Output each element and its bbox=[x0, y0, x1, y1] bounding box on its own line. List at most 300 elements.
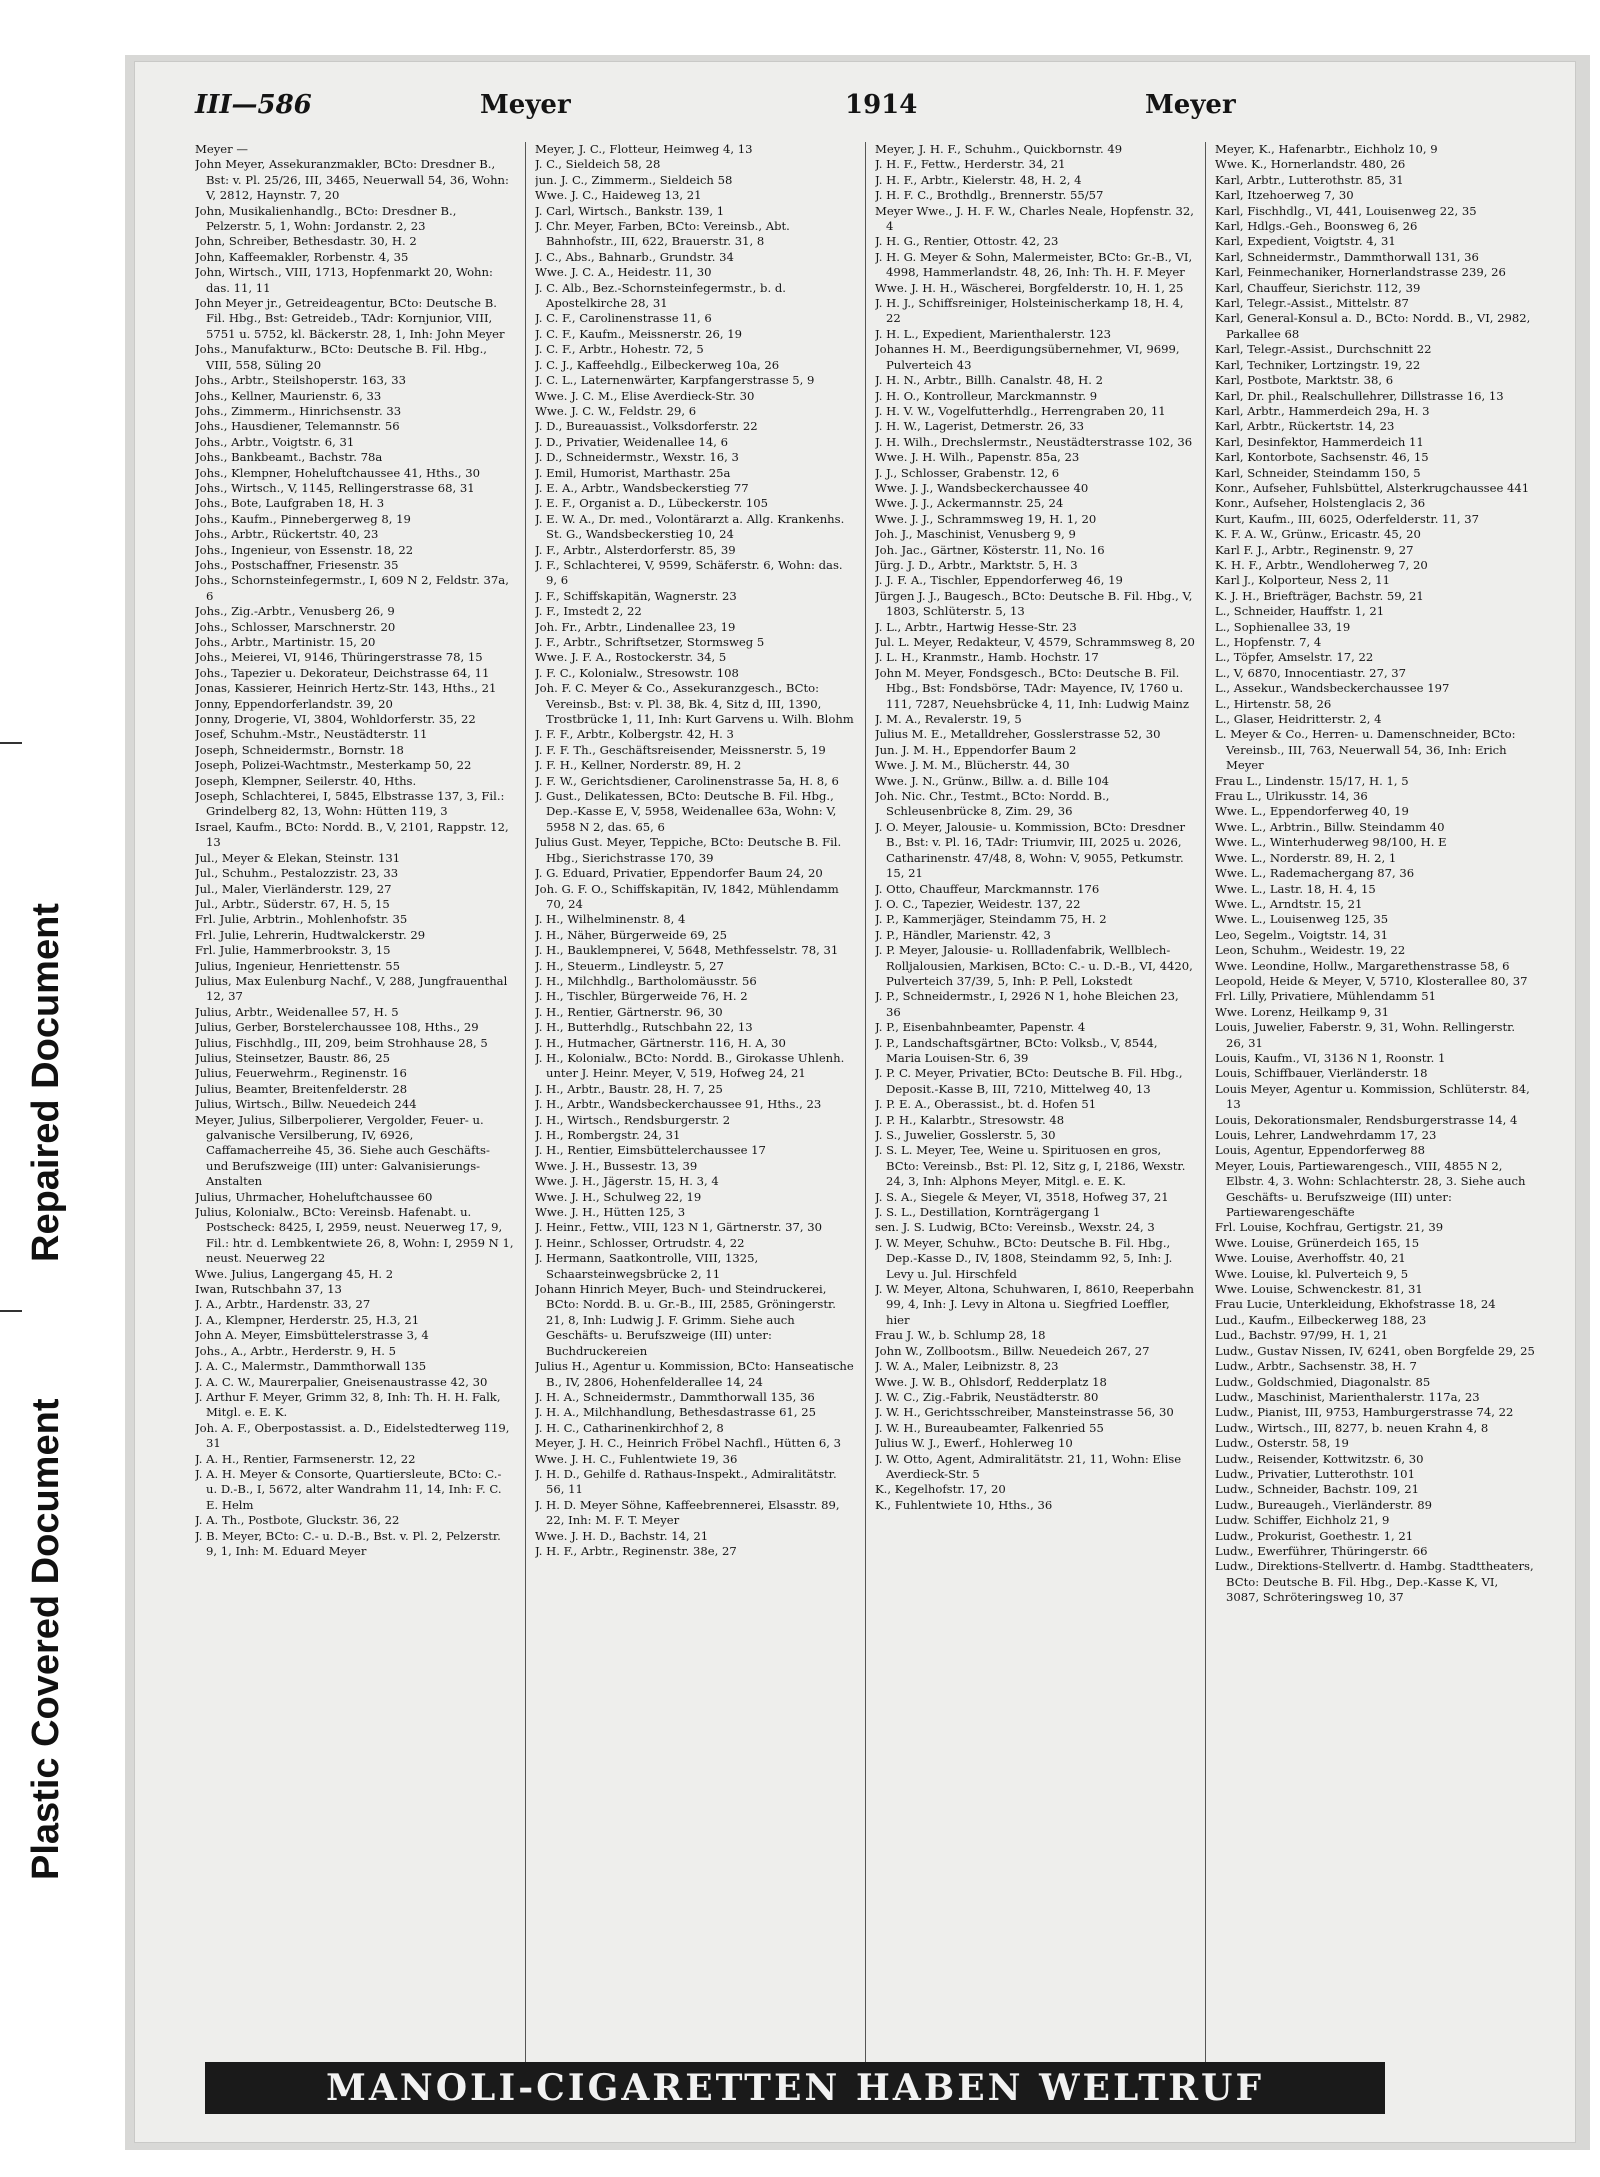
directory-entry: J. G. Eduard, Privatier, Eppendorfer Baum 24, 20 bbox=[535, 866, 823, 881]
directory-entry: J. W. H., Gerichtsschreiber, Mansteinstrasse 56, 30 bbox=[875, 1405, 1174, 1420]
directory-entry: L., Sophienallee 33, 19 bbox=[1215, 619, 1351, 634]
directory-entry: J. Heinr., Fettw., VIII, 123 N 1, Gärtnerstr. 37, 30 bbox=[535, 1220, 823, 1235]
directory-entry: Wwe. J. H. D., Bachstr. 14, 21 bbox=[535, 1528, 709, 1543]
directory-entry: J. E. A., Arbtr., Wandsbeckerstieg 77 bbox=[535, 480, 749, 495]
directory-entry: Wwe. J. M. M., Blücherstr. 44, 30 bbox=[875, 758, 1070, 773]
directory-entry: L., Assekur., Wandsbeckerchaussee 197 bbox=[1215, 681, 1450, 696]
directory-entry: Jonny, Drogerie, VI, 3804, Wohldorferstr. 35, 22 bbox=[195, 712, 476, 727]
directory-entry: Ludw., Schneider, Bachstr. 109, 21 bbox=[1215, 1482, 1419, 1497]
directory-entry: Joseph, Polizei-Wachtmstr., Mesterkamp 50, 22 bbox=[195, 758, 472, 773]
directory-entry: Julius, Wirtsch., Billw. Neuedeich 244 bbox=[195, 1097, 417, 1112]
directory-entry: Kurt, Kaufm., III, 6025, Oderfelderstr. 11, 37 bbox=[1215, 511, 1479, 526]
directory-entry: Julius, Uhrmacher, Hoheluftchaussee 60 bbox=[195, 1189, 433, 1204]
directory-entry: Karl, Fischhdlg., VI, 441, Louisenweg 22, 35 bbox=[1215, 203, 1477, 218]
directory-entry: Julius, Arbtr., Weidenallee 57, H. 5 bbox=[195, 1004, 399, 1019]
directory-entry: J. F., Imstedt 2, 22 bbox=[535, 604, 642, 619]
directory-entry: Wwe. Leondine, Hollw., Margarethenstrasse 58, 6 bbox=[1215, 958, 1510, 973]
directory-entry: Frl. Louise, Kochfrau, Gertigstr. 21, 39 bbox=[1215, 1220, 1444, 1235]
directory-entry: Karl J., Kolporteur, Ness 2, 11 bbox=[1215, 573, 1391, 588]
directory-entry: J. P., Landschaftsgärtner, BCto: Volksb., V, 8544, Maria Louisen-Str. 6, 39 bbox=[875, 1035, 1158, 1065]
directory-entry: J. L., Arbtr., Hartwig Hesse-Str. 23 bbox=[875, 619, 1077, 634]
directory-entry: J. H. V. W., Vogelfutterhdlg., Herrengraben 20, 11 bbox=[875, 403, 1166, 418]
directory-entry: Karl F. J., Arbtr., Reginenstr. 9, 27 bbox=[1215, 542, 1414, 557]
directory-entry: J. F. F., Arbtr., Kolbergstr. 42, H. 3 bbox=[535, 727, 734, 742]
directory-entry: John, Musikalienhandlg., BCto: Dresdner B., Pelzerstr. 5, 1, Wohn: Jordanstr. 2, 23 bbox=[195, 203, 457, 234]
directory-entry: K. J. H., Briefträger, Bachstr. 59, 21 bbox=[1215, 588, 1424, 603]
directory-entry: J. H., Arbtr., Wandsbeckerchaussee 91, Hths., 23 bbox=[535, 1097, 822, 1112]
directory-entry: Louis, Lehrer, Landwehrdamm 17, 23 bbox=[1215, 1128, 1437, 1142]
repaired-document-label: Repaired Document bbox=[25, 903, 67, 1262]
directory-entry: Louis, Schiffbauer, Vierländerstr. 18 bbox=[1215, 1066, 1428, 1081]
directory-entry: Wwe. L., Louisenweg 125, 35 bbox=[1215, 912, 1389, 927]
directory-entry: J. A. Th., Postbote, Gluckstr. 36, 22 bbox=[195, 1513, 400, 1528]
directory-entry: J. H. F. C., Brothdlg., Brennerstr. 55/57 bbox=[875, 188, 1104, 203]
directory-entry: Joh. F. C. Meyer & Co., Assekuranzgesch., BCto: Vereinsb., Bst: v. Pl. 38, Bk. 4, Sitz d, III, 1390, Trostbrücke 1, 11, Inh: Kurt Garvens u. Wilh. Blohm bbox=[535, 681, 854, 727]
directory-entry: Ludw., Direktions-Stellvertr. d. Hambg. Stadttheaters, BCto: Deutsche B. Fil. Hbg., Dep.-Kasse K, VI, 3087, Schröteringsweg 10, 37 bbox=[1215, 1559, 1534, 1605]
directory-entry: Johs., Manufakturw., BCto: Deutsche B. Fil. Hbg., VIII, 558, Süling 20 bbox=[195, 342, 487, 372]
directory-entry: Julius, Kolonialw., BCto: Vereinsb. Hafenabt. u. Postscheck: 8425, I, 2959, neust. Neuerweg 17, 9, Fil.: htr. d. Lembkentwiete 26, 8, Wohn: I, 2959 N 1, neust. Neuerweg 22 bbox=[195, 1205, 514, 1266]
directory-entry: sen. J. S. Ludwig, BCto: Vereinsb., Wexstr. 24, 3 bbox=[875, 1220, 1155, 1235]
directory-entry: J. H., Rentier, Eimsbüttelerchaussee 17 bbox=[535, 1143, 766, 1158]
directory-entry: J. H. O., Kontrolleur, Marckmannstr. 9 bbox=[875, 388, 1098, 403]
directory-entry: Ludw., Pianist, III, 9753, Hamburgerstrasse 74, 22 bbox=[1215, 1405, 1514, 1420]
directory-entry: Johannes H. M., Beerdigungsübernehmer, VI, 9699, Pulverteich 43 bbox=[875, 342, 1180, 372]
directory-entry: J. H., Kolonialw., BCto: Nordd. B., Girokasse Uhlenh. unter J. Heinr. Meyer, V, 519, Hofweg 24, 21 bbox=[535, 1050, 845, 1081]
directory-entry: Meyer — bbox=[195, 142, 248, 156]
directory-entry: J. H. N., Arbtr., Billh. Canalstr. 48, H. 2 bbox=[875, 373, 1103, 388]
header-year: 1914 bbox=[845, 90, 918, 120]
directory-entry: Johs., Bote, Laufgraben 18, H. 3 bbox=[195, 496, 385, 511]
directory-entry: Karl, Dr. phil., Realschullehrer, Dillstrasse 16, 13 bbox=[1215, 388, 1504, 403]
directory-entry: Ludw., Reisender, Kottwitzstr. 6, 30 bbox=[1215, 1451, 1424, 1466]
directory-entry: Ludw., Osterstr. 58, 19 bbox=[1215, 1436, 1349, 1451]
directory-entry: J. H., Rombergstr. 24, 31 bbox=[535, 1128, 681, 1142]
directory-entry: Wwe. J. N., Grünw., Billw. a. d. Bille 104 bbox=[875, 773, 1109, 788]
directory-entry: J. H. F., Arbtr., Reginenstr. 38e, 27 bbox=[535, 1543, 737, 1558]
directory-entry: J. F. C., Kolonialw., Stresowstr. 108 bbox=[535, 665, 739, 680]
directory-entry: Karl, Arbtr., Hammerdeich 29a, H. 3 bbox=[1215, 403, 1430, 418]
directory-entry: Wwe. Lorenz, Heilkamp 9, 31 bbox=[1215, 1004, 1390, 1019]
directory-entry: Jul. L. Meyer, Redakteur, V, 4579, Schrammsweg 8, 20 bbox=[875, 635, 1195, 649]
directory-entry: Wwe. J. J., Schrammsweg 19, H. 1, 20 bbox=[875, 511, 1097, 526]
directory-entry: Frl. Lilly, Privatiere, Mühlendamm 51 bbox=[1215, 989, 1436, 1004]
header-name-right: Meyer bbox=[1145, 90, 1236, 120]
cut-mark-top bbox=[0, 742, 22, 744]
directory-entry: K., Kegelhofstr. 17, 20 bbox=[875, 1482, 1006, 1497]
directory-entry: Wwe. L., Arbtrin., Billw. Steindamm 40 bbox=[1215, 819, 1445, 834]
directory-entry: Louis, Agentur, Eppendorferweg 88 bbox=[1215, 1143, 1425, 1158]
directory-entry: J. O. C., Tapezier, Weidestr. 137, 22 bbox=[875, 896, 1081, 911]
directory-entry: Karl, Telegr.-Assist., Mittelstr. 87 bbox=[1215, 296, 1409, 311]
directory-entry: J. F., Arbtr., Alsterdorferstr. 85, 39 bbox=[535, 542, 736, 557]
directory-entry: Ludw., Gustav Nissen, IV, 6241, oben Borgfelde 29, 25 bbox=[1215, 1343, 1535, 1358]
page-header bbox=[195, 90, 1535, 130]
directory-entry: Wwe. L., Arndtstr. 15, 21 bbox=[1215, 896, 1363, 911]
directory-entry: Karl, Arbtr., Lutterothstr. 85, 31 bbox=[1215, 172, 1404, 187]
directory-entry: Frl. Julie, Lehrerin, Hudtwalckerstr. 29 bbox=[195, 927, 426, 942]
directory-entry: Karl, Feinmechaniker, Hornerlandstrasse 239, 26 bbox=[1215, 265, 1506, 280]
directory-entry: Wwe. J. C. A., Heidestr. 11, 30 bbox=[535, 265, 712, 280]
directory-entry: Konr., Aufseher, Fuhlsbüttel, Alsterkrugchaussee 441 bbox=[1215, 480, 1530, 495]
directory-entry: Frl. Julie, Hammerbrookstr. 3, 15 bbox=[195, 943, 391, 958]
directory-entry: J. P., Kammerjäger, Steindamm 75, H. 2 bbox=[875, 912, 1107, 927]
directory-entry: J. S. L., Destillation, Kornträgergang 1 bbox=[875, 1205, 1101, 1220]
directory-entry: J. C. L., Laternenwärter, Karpfangerstrasse 5, 9 bbox=[535, 373, 815, 388]
directory-entry: J. C. J., Kaffeehdlg., Eilbeckerweg 10a, 26 bbox=[535, 357, 780, 372]
directory-entry: Karl, Itzehoerweg 7, 30 bbox=[1215, 188, 1354, 203]
directory-entry: K., Fuhlentwiete 10, Hths., 36 bbox=[875, 1497, 1053, 1512]
directory-entry: J. H., Steuerm., Lindleystr. 5, 27 bbox=[535, 958, 724, 973]
directory-entry: J. H. G., Rentier, Ottostr. 42, 23 bbox=[875, 234, 1059, 249]
directory-entry: J. C., Abs., Bahnarb., Grundstr. 34 bbox=[535, 249, 734, 264]
directory-entry: Ludw., Wirtsch., III, 8277, b. neuen Krahn 4, 8 bbox=[1215, 1420, 1489, 1435]
directory-entry: Jul., Schuhm., Pestalozzistr. 23, 33 bbox=[195, 866, 399, 881]
directory-entry: J. F. F. Th., Geschäftsreisender, Meissnerstr. 5, 19 bbox=[535, 742, 826, 757]
directory-entry: J. A. C., Malermstr., Dammthorwall 135 bbox=[195, 1359, 427, 1374]
directory-entry: Meyer, Louis, Partiewarengesch., VIII, 4855 N 2, Elbstr. 4, 3. Wohn: Schlachterstr. 28, 3. Siehe auch Geschäfts- u. Berufszweige (III) unter: Partiewarengeschäfte bbox=[1215, 1158, 1526, 1220]
directory-entry: John W., Zollbootsm., Billw. Neuedeich 267, 27 bbox=[875, 1343, 1150, 1358]
directory-entry: John A. Meyer, Eimsbüttelerstrasse 3, 4 bbox=[195, 1328, 429, 1343]
directory-entry: J. F. W., Gerichtsdiener, Carolinenstrasse 5a, H. 8, 6 bbox=[535, 773, 839, 788]
directory-entry: J. P., Schneidermstr., I, 2926 N 1, hohe Bleichen 23, 36 bbox=[875, 989, 1179, 1019]
directory-entry: Wwe. J. H. H., Wäscherei, Borgfelderstr. 10, H. 1, 25 bbox=[875, 280, 1184, 295]
directory-entry: Wwe. Louise, Averhoffstr. 40, 21 bbox=[1215, 1251, 1406, 1266]
directory-entry: John Meyer jr., Getreideagentur, BCto: Deutsche B. Fil. Hbg., Bst: Getreideb., TAdr: Kornjunior, VIII, 5751 u. 5752, kl. Bäckerstr. 28, 1, Inh: John Meyer bbox=[195, 296, 505, 341]
directory-entry: Meyer, K., Hafenarbtr., Eichholz 10, 9 bbox=[1215, 142, 1438, 156]
directory-entry: J. A. H., Rentier, Farmsenerstr. 12, 22 bbox=[195, 1451, 416, 1466]
directory-entry: Wwe. L., Norderstr. 89, H. 2, 1 bbox=[1215, 850, 1397, 865]
directory-entry: Johann Hinrich Meyer, Buch- und Steindruckerei, BCto: Nordd. B. u. Gr.-B., III, 2585, Gröningerstr. 21, 8, Inh: Ludwig J. F. Grimm. Siehe auch Geschäfts- u. Berufszweige (III) unter: Buchdruckereien bbox=[535, 1282, 836, 1358]
directory-entry: Johs., Arbtr., Voigtstr. 6, 31 bbox=[195, 434, 355, 449]
directory-entry: Julius, Steinsetzer, Baustr. 86, 25 bbox=[195, 1050, 391, 1065]
directory-entry: J. E. W. A., Dr. med., Volontärarzt a. Allg. Krankenhs. St. G., Wandsbeckerstieg 10, 24 bbox=[535, 511, 845, 542]
cut-mark-bottom bbox=[0, 1310, 22, 1312]
directory-entry: John, Schreiber, Bethesdastr. 30, H. 2 bbox=[195, 234, 417, 249]
directory-entry: J. W. Meyer, Schuhw., BCto: Deutsche B. Fil. Hbg., Dep.-Kasse D., IV, 1808, Steindamm 92, 5, Inh: J. Levy u. Jul. Hirschfeld bbox=[875, 1235, 1173, 1281]
directory-entry: Julius W. J., Ewerf., Hohlerweg 10 bbox=[875, 1436, 1073, 1451]
directory-entry: Frau L., Lindenstr. 15/17, H. 1, 5 bbox=[1215, 773, 1409, 788]
directory-entry: Frau J. W., b. Schlump 28, 18 bbox=[875, 1328, 1046, 1343]
directory-entry: Joseph, Schlachterei, I, 5845, Elbstrasse 137, 3, Fil.: Grindelberg 82, 13, Wohn: Hütten 119, 3 bbox=[195, 789, 505, 819]
directory-entry: Johs., Kellner, Maurienstr. 6, 33 bbox=[195, 388, 382, 403]
directory-entry: Ludw., Arbtr., Sachsenstr. 38, H. 7 bbox=[1215, 1359, 1417, 1374]
directory-entry: J. H. F., Arbtr., Kielerstr. 48, H. 2, 4 bbox=[875, 172, 1082, 187]
directory-entry: Wwe. Louise, kl. Pulverteich 9, 5 bbox=[1215, 1266, 1409, 1281]
directory-entry: Johs., A., Arbtr., Herderstr. 9, H. 5 bbox=[195, 1343, 397, 1358]
directory-entry: Wwe. L., Winterhuderweg 98/100, H. E bbox=[1215, 835, 1447, 850]
directory-entry: J. W. Otto, Agent, Admiralitätstr. 21, 11, Wohn: Elise Averdieck-Str. 5 bbox=[875, 1451, 1182, 1481]
directory-entry: J. P., Eisenbahnbeamter, Papenstr. 4 bbox=[875, 1020, 1086, 1035]
directory-entry: J. L. H., Kranmstr., Hamb. Hochstr. 17 bbox=[875, 650, 1099, 665]
directory-column-4 bbox=[1215, 142, 1535, 2062]
directory-column-1 bbox=[195, 142, 515, 2062]
directory-entry: L. Meyer & Co., Herren- u. Damenschneider, BCto: Vereinsb., III, 763, Neuerwall 54, 36, Inh: Erich Meyer bbox=[1215, 727, 1516, 773]
directory-entry: Johs., Bankbeamt., Bachstr. 78a bbox=[195, 450, 383, 465]
page-reference: III—586 bbox=[195, 90, 312, 120]
directory-entry: Wwe. J. W. B., Ohlsdorf, Redderplatz 18 bbox=[875, 1374, 1107, 1389]
directory-entry: Joh. A. F., Oberpostassist. a. D., Eidelstedterweg 119, 31 bbox=[195, 1420, 510, 1451]
directory-entry: Joh. Nic. Chr., Testmt., BCto: Nordd. B., Schleusenbrücke 8, Zim. 29, 36 bbox=[875, 789, 1110, 819]
directory-entry: J. H., Wilhelminenstr. 8, 4 bbox=[535, 912, 686, 927]
directory-entry: J. A. H. Meyer & Consorte, Quartiersleute, BCto: C.- u. D.-B., I, 5672, alter Wandrahm 11, 14, Inh: F. C. E. Helm bbox=[195, 1466, 502, 1512]
directory-entry: Wwe. J. F. A., Rostockerstr. 34, 5 bbox=[535, 650, 727, 665]
directory-entry: Johs., Zig.-Arbtr., Venusberg 26, 9 bbox=[195, 604, 395, 619]
directory-entry: J. H. L., Expedient, Marienthalerstr. 123 bbox=[875, 326, 1112, 341]
directory-entry: J. H., Näher, Bürgerweide 69, 25 bbox=[535, 927, 727, 942]
directory-entry: Johs., Hausdiener, Telemannstr. 56 bbox=[195, 419, 400, 434]
directory-entry: Jürg. J. D., Arbtr., Marktstr. 5, H. 3 bbox=[875, 557, 1078, 572]
directory-entry: J. H., Hutmacher, Gärtnerstr. 116, H. A, 30 bbox=[535, 1035, 786, 1050]
directory-entry: Ludw., Bureaugeh., Vierländerstr. 89 bbox=[1215, 1497, 1432, 1512]
directory-entry: Louis, Juwelier, Faberstr. 9, 31, Wohn. Rellingerstr. 26, 31 bbox=[1215, 1020, 1516, 1050]
directory-entry: Julius H., Agentur u. Kommission, BCto: Hanseatische B., IV, 2806, Hohenfelderallee 14, 24 bbox=[535, 1359, 854, 1389]
directory-entry: Iwan, Rutschbahn 37, 13 bbox=[195, 1282, 342, 1297]
directory-entry: Johs., Kaufm., Pinnebergerweg 8, 19 bbox=[195, 511, 411, 526]
directory-entry: J. H., Arbtr., Baustr. 28, H. 7, 25 bbox=[535, 1081, 723, 1096]
directory-entry: J. P., Händler, Marienstr. 42, 3 bbox=[875, 927, 1051, 942]
directory-entry: Wwe. L., Eppendorferweg 40, 19 bbox=[1215, 804, 1409, 819]
directory-entry: J. O. Meyer, Jalousie- u. Kommission, BCto: Dresdner B., Bst: v. Pl. 16, TAdr: Triumvir, III, 2025 u. 2026, Catharinenstr. 47/48, 8, Wohn: V, 9055, Petkumstr. 15, 21 bbox=[875, 819, 1185, 881]
directory-entry: Wwe. J. C., Haideweg 13, 21 bbox=[535, 188, 702, 203]
directory-entry: Ludw., Privatier, Lutterothstr. 101 bbox=[1215, 1466, 1415, 1481]
directory-entry: Johs., Postschaffner, Friesenstr. 35 bbox=[195, 557, 399, 572]
directory-entry: J. H. A., Schneidermstr., Dammthorwall 135, 36 bbox=[535, 1389, 815, 1404]
directory-entry: John M. Meyer, Fondsgesch., BCto: Deutsche B. Fil. Hbg., Bst: Fondsbörse, TAdr: Mayence, IV, 1760 u. 111, 7287, Neuehsbrücke 4, 11, Inh: Ludwig Mainz bbox=[875, 665, 1189, 711]
directory-entry: Karl, Chauffeur, Sierichstr. 112, 39 bbox=[1215, 280, 1421, 295]
directory-entry: Frau L., Ulrikusstr. 14, 36 bbox=[1215, 789, 1368, 804]
directory-entry: J. W. Meyer, Altona, Schuhwaren, I, 8610, Reeperbahn 99, 4, Inh: J. Levy in Altona u. Siegfried Loeffler, hier bbox=[875, 1282, 1194, 1327]
directory-entry: Wwe. J. H. Wilh., Papenstr. 85a, 23 bbox=[875, 450, 1080, 465]
directory-entry: J. P. C. Meyer, Privatier, BCto: Deutsche B. Fil. Hbg., Deposit.-Kasse B, III, 7210, Mittelweg 40, 13 bbox=[875, 1066, 1183, 1096]
directory-entry: J. W. A., Maler, Leibnizstr. 8, 23 bbox=[875, 1359, 1059, 1374]
directory-entry: Joh. Fr., Arbtr., Lindenallee 23, 19 bbox=[535, 619, 736, 634]
column-divider bbox=[525, 142, 526, 2062]
directory-entry: Wwe. Julius, Langergang 45, H. 2 bbox=[195, 1266, 394, 1281]
directory-entry: J. Emil, Humorist, Marthastr. 25a bbox=[535, 465, 731, 480]
directory-entry: Wwe. K., Hornerlandstr. 480, 26 bbox=[1215, 157, 1406, 172]
directory-entry: Wwe. Louise, Schwenckestr. 81, 31 bbox=[1215, 1282, 1423, 1297]
directory-entry: J. C., Sieldeich 58, 28 bbox=[535, 157, 661, 172]
directory-entry: Israel, Kaufm., BCto: Nordd. B., V, 2101, Rappstr. 12, 13 bbox=[195, 819, 509, 850]
directory-column-3 bbox=[875, 142, 1195, 2062]
directory-entry: Josef, Schuhm.-Mstr., Neustädterstr. 11 bbox=[195, 727, 428, 742]
directory-entry: Ludw., Maschinist, Marienthalerstr. 117a, 23 bbox=[1215, 1389, 1480, 1404]
directory-entry: J. H. F., Fettw., Herderstr. 34, 21 bbox=[875, 157, 1066, 172]
directory-entry: Louis, Dekorationsmaler, Rendsburgerstrasse 14, 4 bbox=[1215, 1112, 1518, 1127]
directory-entry: Julius Gust. Meyer, Teppiche, BCto: Deutsche B. Fil. Hbg., Sierichstrasse 170, 39 bbox=[535, 835, 842, 865]
directory-entry: Joseph, Klempner, Seilerstr. 40, Hths. bbox=[195, 773, 417, 788]
directory-entry: K. F. A. W., Grünw., Ericastr. 45, 20 bbox=[1215, 527, 1421, 542]
directory-entry: J. F. H., Kellner, Norderstr. 89, H. 2 bbox=[535, 758, 742, 773]
directory-entry: J. H. J., Schiffsreiniger, Holsteinischerkamp 18, H. 4, 22 bbox=[875, 296, 1184, 326]
directory-entry: Jul., Maler, Vierländerstr. 129, 27 bbox=[195, 881, 392, 896]
directory-entry: J. H. W., Lagerist, Detmerstr. 26, 33 bbox=[875, 419, 1085, 434]
plastic-covered-label: Plastic Covered Document bbox=[25, 1398, 67, 1880]
directory-entry: J. A., Arbtr., Hardenstr. 33, 27 bbox=[195, 1297, 371, 1312]
directory-entry: Wwe. L., Rademachergang 87, 36 bbox=[1215, 866, 1415, 881]
directory-entry: Meyer, J. C., Flotteur, Heimweg 4, 13 bbox=[535, 142, 753, 156]
directory-entry: Joh. G. F. O., Schiffskapitän, IV, 1842, Mühlendamm 70, 24 bbox=[535, 881, 839, 911]
directory-entry: J. W. H., Bureaubeamter, Falkenried 55 bbox=[875, 1420, 1104, 1435]
directory-entry: Frau Lucie, Unterkleidung, Ekhofstrasse 18, 24 bbox=[1215, 1297, 1496, 1312]
directory-entry: Karl, Hdlgs.-Geh., Boonsweg 6, 26 bbox=[1215, 219, 1418, 234]
directory-entry: K. H. F., Arbtr., Wendloherweg 7, 20 bbox=[1215, 557, 1428, 572]
directory-entry: Johs., Schlosser, Marschnerstr. 20 bbox=[195, 619, 396, 634]
directory-entry: J. H. A., Milchhandlung, Bethesdastrasse 61, 25 bbox=[535, 1405, 817, 1420]
directory-entry: Ludw., Prokurist, Goethestr. 1, 21 bbox=[1215, 1528, 1414, 1543]
directory-entry: Wwe. J. J., Wandsbeckerchaussee 40 bbox=[875, 480, 1089, 495]
directory-entry: Johs., Zimmerm., Hinrichsenstr. 33 bbox=[195, 403, 402, 418]
directory-entry: Ludw., Goldschmied, Diagonalstr. 85 bbox=[1215, 1374, 1431, 1389]
directory-entry: J. H. C., Catharinenkirchhof 2, 8 bbox=[535, 1420, 724, 1435]
directory-entry: Jul., Meyer & Elekan, Steinstr. 131 bbox=[195, 850, 401, 865]
directory-entry: J. H. D. Meyer Söhne, Kaffeebrennerei, Elsasstr. 89, 22, Inh: M. F. T. Meyer bbox=[535, 1497, 840, 1528]
advertisement-banner: MANOLI-CIGARETTEN HABEN WELTRUF bbox=[205, 2062, 1385, 2114]
directory-entry: Frl. Julie, Arbtrin., Mohlenhofstr. 35 bbox=[195, 912, 408, 927]
directory-entry: Wwe. J. C. M., Elise Averdieck-Str. 30 bbox=[535, 388, 755, 403]
directory-entry: J. J., Schlosser, Grabenstr. 12, 6 bbox=[875, 465, 1060, 480]
directory-entry: Wwe. J. H. C., Fuhlentwiete 19, 36 bbox=[535, 1451, 738, 1466]
directory-entry: Julius, Fischhdlg., III, 209, beim Strohhause 28, 5 bbox=[195, 1035, 488, 1050]
directory-entry: J. P. Meyer, Jalousie- u. Rollladenfabrik, Wellblech-Rolljalousien, Markisen, BCto: C.- u. D.-B., VI, 4420, Pulverteich 37/39, 5, Inh: P. Pell, Lokstedt bbox=[875, 943, 1193, 988]
directory-entry: J. H., Wirtsch., Rendsburgerstr. 2 bbox=[535, 1112, 731, 1127]
directory-entry: Wwe. J. H., Jägerstr. 15, H. 3, 4 bbox=[535, 1174, 719, 1189]
directory-entry: J. Otto, Chauffeur, Marckmannstr. 176 bbox=[875, 881, 1100, 896]
directory-entry: J. Hermann, Saatkontrolle, VIII, 1325, Schaarsteinwegsbrücke 2, 11 bbox=[535, 1251, 759, 1281]
directory-entry: J. D., Privatier, Weidenallee 14, 6 bbox=[535, 434, 728, 449]
directory-entry: Leo, Segelm., Voigtstr. 14, 31 bbox=[1215, 927, 1388, 942]
directory-entry: Karl, Kontorbote, Sachsenstr. 46, 15 bbox=[1215, 450, 1429, 465]
column-divider bbox=[1205, 142, 1206, 2062]
directory-entry: Johs., Wirtsch., V, 1145, Rellingerstrasse 68, 31 bbox=[195, 480, 475, 495]
directory-entry: Karl, Postbote, Marktstr. 38, 6 bbox=[1215, 373, 1394, 388]
directory-entry: L., Töpfer, Amselstr. 17, 22 bbox=[1215, 650, 1374, 665]
directory-entry: J. C. Alb., Bez.-Schornsteinfegermstr., b. d. Apostelkirche 28, 31 bbox=[535, 280, 786, 311]
directory-entry: Karl, Expedient, Voigtstr. 4, 31 bbox=[1215, 234, 1396, 249]
directory-entry: Meyer Wwe., J. H. F. W., Charles Neale, Hopfenstr. 32, 4 bbox=[875, 203, 1194, 234]
directory-entry: Louis Meyer, Agentur u. Kommission, Schlüterstr. 84, 13 bbox=[1215, 1081, 1530, 1112]
directory-entry: L., V, 6870, Innocentiastr. 27, 37 bbox=[1215, 665, 1407, 680]
directory-entry: J. D., Bureauassist., Volksdorferstr. 22 bbox=[535, 419, 758, 434]
directory-entry: Julius, Max Eulenburg Nachf., V, 288, Jungfrauenthal 12, 37 bbox=[195, 973, 508, 1004]
directory-entry: J. H. G. Meyer & Sohn, Malermeister, BCto: Gr.-B., VI, 4998, Hammerlandstr. 48, 26, Inh: Th. H. F. Meyer bbox=[875, 249, 1193, 280]
header-name-left: Meyer bbox=[480, 90, 571, 120]
directory-entry: J. H. D., Gehilfe d. Rathaus-Inspekt., Admiralitätstr. 56, 11 bbox=[535, 1466, 837, 1497]
directory-entry: Wwe. Louise, Grünerdeich 165, 15 bbox=[1215, 1235, 1420, 1250]
directory-entry: John, Wirtsch., VIII, 1713, Hopfenmarkt 20, Wohn: das. 11, 11 bbox=[195, 265, 493, 295]
directory-entry: Jonny, Eppendorferlandstr. 39, 20 bbox=[195, 696, 393, 711]
directory-entry: J. F., Schlachterei, V, 9599, Schäferstr. 6, Wohn: das. 9, 6 bbox=[535, 557, 843, 588]
directory-entry: Joh. J., Maschinist, Venusberg 9, 9 bbox=[875, 527, 1076, 542]
directory-entry: J. C. F., Carolinenstrasse 11, 6 bbox=[535, 311, 712, 326]
directory-entry: L., Hirtenstr. 58, 26 bbox=[1215, 696, 1332, 711]
directory-entry: Julius, Gerber, Borstelerchaussee 108, Hths., 29 bbox=[195, 1020, 479, 1035]
directory-entry: Meyer, J. H. C., Heinrich Fröbel Nachfl., Hütten 6, 3 bbox=[535, 1436, 842, 1451]
directory-entry: Joh. Jac., Gärtner, Kösterstr. 11, No. 16 bbox=[875, 542, 1105, 557]
directory-entry: Julius, Feuerwehrm., Reginenstr. 16 bbox=[195, 1066, 407, 1081]
directory-entry: Johs., Arbtr., Rückertstr. 40, 23 bbox=[195, 527, 379, 542]
directory-entry: J. Chr. Meyer, Farben, BCto: Vereinsb., Abt. Bahnhofstr., III, 622, Brauerstr. 31, 8 bbox=[535, 219, 790, 249]
directory-entry: Julius, Beamter, Breitenfelderstr. 28 bbox=[195, 1081, 408, 1096]
directory-entry: Jul., Arbtr., Süderstr. 67, H. 5, 15 bbox=[195, 896, 390, 911]
directory-entry: J. S. A., Siegele & Meyer, VI, 3518, Hofweg 37, 21 bbox=[875, 1189, 1169, 1204]
directory-entry: Johs., Meierei, VI, 9146, Thüringerstrasse 78, 15 bbox=[195, 650, 483, 665]
directory-entry: Wwe. J. J., Ackermannstr. 25, 24 bbox=[875, 496, 1064, 511]
directory-entry: J. H., Rentier, Gärtnerstr. 96, 30 bbox=[535, 1004, 723, 1019]
directory-entry: Karl, Schneider, Steindamm 150, 5 bbox=[1215, 465, 1421, 480]
directory-column-2 bbox=[535, 142, 855, 2062]
directory-entry: Julius M. E., Metalldreher, Gosslerstrasse 52, 30 bbox=[875, 727, 1161, 742]
directory-entry: Wwe. J. H., Schulweg 22, 19 bbox=[535, 1189, 702, 1204]
directory-entry: J. H., Milchhdlg., Bartholomäusstr. 56 bbox=[535, 973, 757, 988]
directory-entry: Louis, Kaufm., VI, 3136 N 1, Roonstr. 1 bbox=[1215, 1050, 1446, 1065]
directory-entry: J. W. C., Zig.-Fabrik, Neustädterstr. 80 bbox=[875, 1389, 1099, 1404]
directory-columns bbox=[195, 142, 1535, 2062]
directory-entry: J. H., Butterhdlg., Rutschbahn 22, 13 bbox=[535, 1020, 753, 1035]
directory-entry: L., Schneider, Hauffstr. 1, 21 bbox=[1215, 604, 1385, 619]
directory-entry: J. Arthur F. Meyer, Grimm 32, 8, Inh: Th. H. H. Falk, Mitgl. e. E. K. bbox=[195, 1389, 501, 1420]
directory-entry: J. S., Juwelier, Gosslerstr. 5, 30 bbox=[875, 1128, 1056, 1142]
directory-entry: John, Kaffeemakler, Rorbenstr. 4, 35 bbox=[195, 249, 409, 264]
directory-entry: J. H. Wilh., Drechslermstr., Neustädterstrasse 102, 36 bbox=[875, 434, 1193, 449]
directory-entry: Karl, Telegr.-Assist., Durchschnitt 22 bbox=[1215, 342, 1432, 357]
directory-entry: J. D., Schneidermstr., Wexstr. 16, 3 bbox=[535, 450, 739, 465]
directory-entry: Karl, General-Konsul a. D., BCto: Nordd. B., VI, 2982, Parkallee 68 bbox=[1215, 311, 1531, 341]
directory-entry: Johs., Klempner, Hoheluftchaussee 41, Hths., 30 bbox=[195, 465, 481, 480]
directory-entry: J. M. A., Revalerstr. 19, 5 bbox=[875, 712, 1022, 727]
directory-entry: Joseph, Schneidermstr., Bornstr. 18 bbox=[195, 742, 404, 757]
directory-entry: Karl, Arbtr., Rückertstr. 14, 23 bbox=[1215, 419, 1395, 434]
directory-entry: J. C. F., Arbtr., Hohestr. 72, 5 bbox=[535, 342, 704, 357]
directory-entry: J. Heinr., Schlosser, Ortrudstr. 4, 22 bbox=[535, 1235, 745, 1250]
directory-entry: J. H., Bauklempnerei, V, 5648, Methfesselstr. 78, 31 bbox=[535, 943, 839, 958]
directory-entry: Wwe. J. C. W., Feldstr. 29, 6 bbox=[535, 403, 697, 418]
directory-entry: J. A. C. W., Maurerpalier, Gneisenaustrasse 42, 30 bbox=[195, 1374, 488, 1389]
directory-entry: L., Hopfenstr. 7, 4 bbox=[1215, 635, 1322, 649]
directory-entry: Lud., Kaufm., Eilbeckerweg 188, 23 bbox=[1215, 1312, 1427, 1327]
directory-entry: Jürgen J. J., Baugesch., BCto: Deutsche B. Fil. Hbg., V, 1803, Schlüterstr. 5, 13 bbox=[875, 588, 1193, 619]
directory-entry: J. P. E. A., Oberassist., bt. d. Hofen 51 bbox=[875, 1097, 1097, 1112]
directory-entry: Wwe. J. H., Bussestr. 13, 39 bbox=[535, 1158, 698, 1173]
directory-entry: J. E. F., Organist a. D., Lübeckerstr. 105 bbox=[535, 496, 769, 511]
directory-entry: J. F., Arbtr., Schriftsetzer, Stormsweg 5 bbox=[535, 635, 765, 649]
directory-entry: J. Gust., Delikatessen, BCto: Deutsche B. Fil. Hbg., Dep.-Kasse E, V, 5958, Weidenallee 63a, Wohn: V, 5958 N 2, das. 65, 6 bbox=[535, 789, 837, 834]
directory-entry: Karl, Desinfektor, Hammerdeich 11 bbox=[1215, 434, 1424, 449]
directory-entry: J. Carl, Wirtsch., Bankstr. 139, 1 bbox=[535, 203, 725, 218]
directory-entry: Leon, Schuhm., Weidestr. 19, 22 bbox=[1215, 943, 1406, 958]
directory-entry: J. F., Schiffskapitän, Wagnerstr. 23 bbox=[535, 588, 737, 603]
directory-entry: Wwe. J. H., Hütten 125, 3 bbox=[535, 1205, 686, 1220]
directory-entry: J. A., Klempner, Herderstr. 25, H.3, 21 bbox=[195, 1312, 420, 1327]
directory-entry: Johs., Tapezier u. Dekorateur, Deichstrasse 64, 11 bbox=[195, 665, 490, 680]
directory-entry: J. S. L. Meyer, Tee, Weine u. Spirituosen en gros, BCto: Vereinsb., Bst: Pl. 12, Sitz g, I, 2186, Wexstr. 24, 3, Inh: Alphons Meyer, Mitgl. e. E. K. bbox=[875, 1143, 1186, 1189]
directory-entry: Jun. J. M. H., Eppendorfer Baum 2 bbox=[875, 742, 1077, 757]
directory-entry: Johs., Arbtr., Martinistr. 15, 20 bbox=[195, 635, 376, 649]
directory-entry: Meyer, J. H. F., Schuhm., Quickbornstr. 49 bbox=[875, 142, 1123, 156]
directory-page bbox=[135, 62, 1575, 2142]
directory-entry: Meyer, Julius, Silberpolierer, Vergolder, Feuer- u. galvanische Versilberung, IV, 6926, Caffamacherreihe 45, 36. Siehe auch Geschäfts- und Berufszweige (III) unter: Galvanisierungs-Anstalten bbox=[195, 1112, 490, 1189]
directory-entry: J. B. Meyer, BCto: C.- u. D.-B., Bst. v. Pl. 2, Pelzerstr. 9, 1, Inh: M. Eduard Meyer bbox=[195, 1528, 501, 1558]
directory-entry: L., Glaser, Heidritterstr. 2, 4 bbox=[1215, 712, 1382, 727]
directory-entry: Karl, Techniker, Lortzingstr. 19, 22 bbox=[1215, 357, 1421, 372]
directory-entry: Johs., Arbtr., Steilshoperstr. 163, 33 bbox=[195, 373, 407, 388]
directory-entry: Johs., Ingenieur, von Essenstr. 18, 22 bbox=[195, 542, 414, 557]
directory-entry: Ludw., Ewerführer, Thüringerstr. 66 bbox=[1215, 1543, 1428, 1558]
directory-entry: Julius, Ingenieur, Henriettenstr. 55 bbox=[195, 958, 400, 973]
directory-entry: Wwe. L., Lastr. 18, H. 4, 15 bbox=[1215, 881, 1376, 896]
directory-entry: J. H., Tischler, Bürgerweide 76, H. 2 bbox=[535, 989, 748, 1004]
directory-entry: jun. J. C., Zimmerm., Sieldeich 58 bbox=[535, 172, 733, 187]
